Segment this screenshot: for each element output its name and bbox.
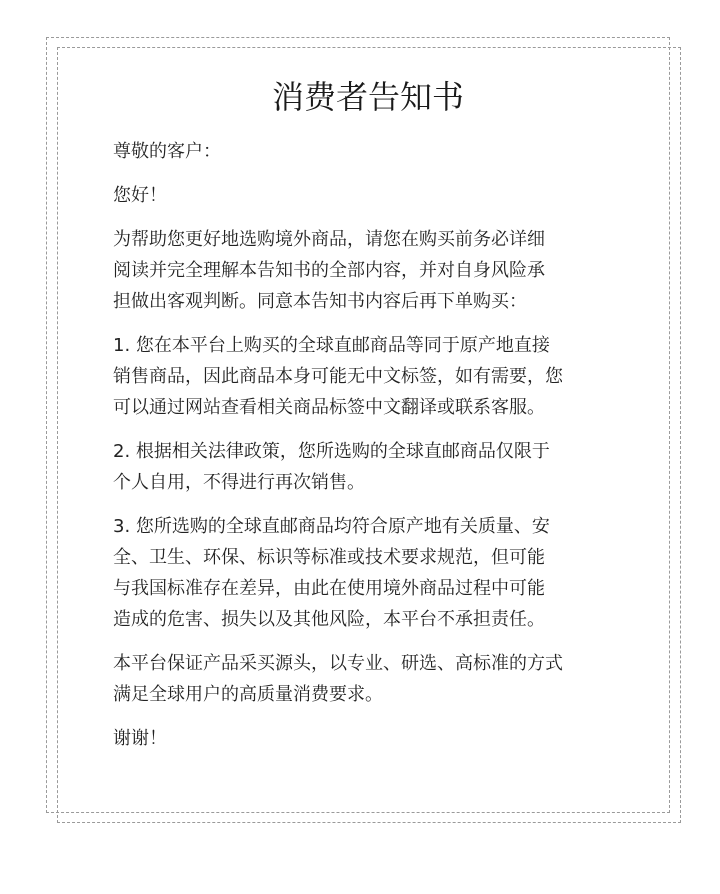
clause-2: 2. 根据相关法律政策，您所选购的全球直邮商品仅限于 个人自用，不得进行再次销售。 xyxy=(113,441,550,493)
clause-3: 3. 您所选购的全球直邮商品均符合原产地有关质量、安 全、卫生、环保、标识等标准或技术要求规范，但可能 与我国标准存在差异，由此在使用境外商品过程中可能 造成的危害、损失以及其他风险，本平台不承担责任。 xyxy=(113,516,550,630)
clause-1: 1. 您在本平台上购买的全球直邮商品等同于原产地直接 销售商品，因此商品本身可能无中文标签，如有需要，您 可以通过网站查看相关商品标签中文翻译或联系客服。 xyxy=(113,335,563,418)
intro-paragraph: 为帮助您更好地选购境外商品，请您在购买前务必详细 阅读并完全理解本告知书的全部内容，并对自身风险承 担做出客观判断。同意本告知书内容后再下单购买： xyxy=(113,229,545,312)
guarantee-paragraph: 本平台保证产品采买源头，以专业、研选、高标准的方式 满足全球用户的高质量消费要求。 xyxy=(113,653,563,705)
salutation: 尊敬的客户： xyxy=(113,141,221,162)
closing-text: 谢谢！ xyxy=(113,728,167,749)
notice-document xyxy=(113,72,623,767)
greeting: 您好！ xyxy=(113,185,167,206)
page-title: 消费者告知书 xyxy=(271,78,464,116)
